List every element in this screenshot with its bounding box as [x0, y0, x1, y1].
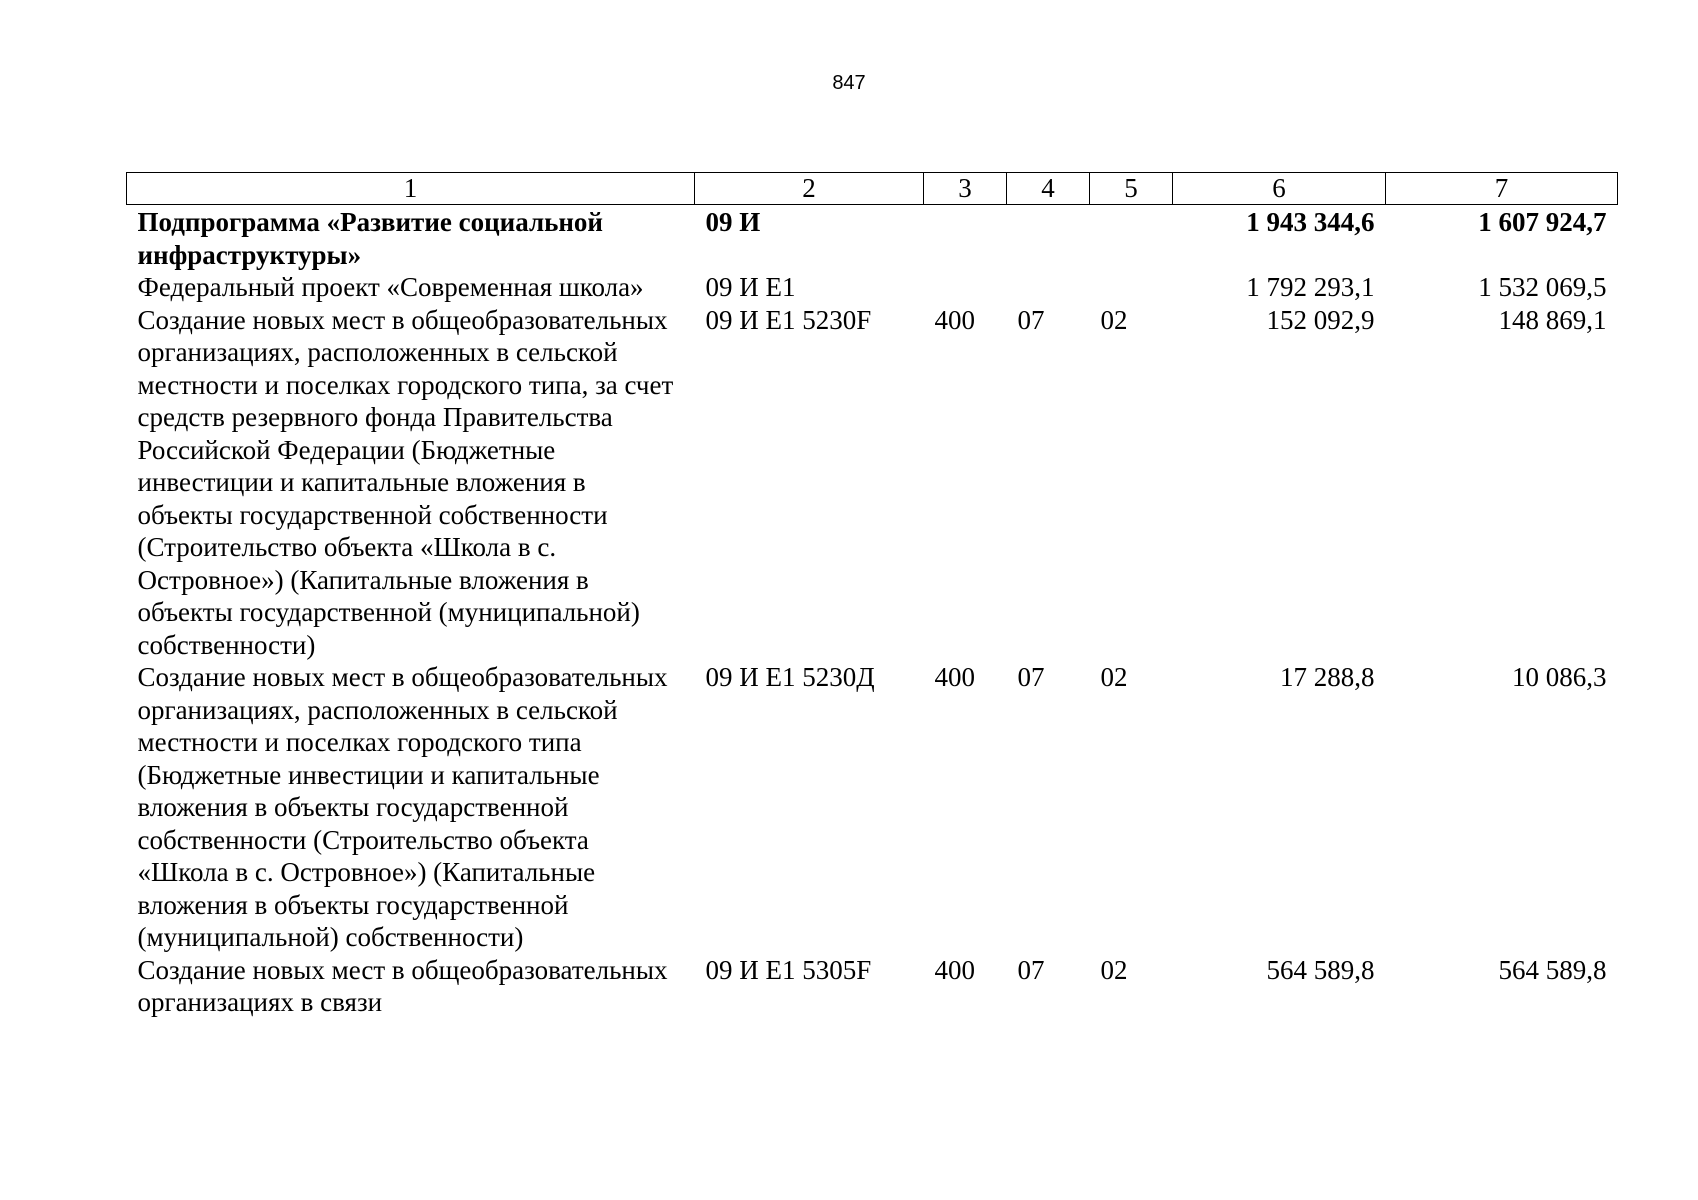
column-header: 6: [1173, 173, 1386, 205]
row-c3: [924, 271, 1007, 304]
row-value-6: 564 589,8: [1266, 954, 1375, 985]
row-value-7: 10 086,3: [1512, 662, 1607, 692]
column-header: 4: [1007, 173, 1090, 205]
row-value-6: 1 943 344,6: [1246, 207, 1375, 237]
row-value-7: 564 589,8: [1498, 954, 1607, 985]
row-value-7: 1 532 069,5: [1478, 272, 1607, 302]
row-c5: 02: [1100, 304, 1128, 335]
row-code: 09 И: [705, 207, 761, 237]
row-c4: 07: [1017, 954, 1045, 985]
row-c4: [1007, 205, 1090, 272]
row-c5: [1090, 271, 1173, 304]
column-header: 7: [1386, 173, 1618, 205]
row-code: 09 И E1: [705, 272, 796, 302]
page-number: 847: [832, 72, 866, 94]
column-header: 5: [1090, 173, 1173, 205]
row-c5: 02: [1100, 662, 1128, 692]
table-row: [127, 271, 1618, 304]
row-code: 09 И E1 5230Д: [705, 662, 875, 692]
budget-table: [126, 172, 1618, 1019]
column-number-header-row: [127, 173, 1618, 205]
row-name: Создание новых мест в общеобразовательных организациях, расположенных в сельской местности и поселках городского типа, за счет средств резервного фонда Правительства Российской Федерации (Бюджетные инвестиции и капитальные вложения в объекты государственной собственности (Строительство объекта «Школа в с. Островное») (Капитальные вложения в объекты государственной (муниципальной) собственности): [137, 304, 674, 660]
row-value-7: 1 607 924,7: [1478, 207, 1607, 237]
table-row: [127, 205, 1618, 272]
row-c3: 400: [934, 304, 975, 335]
row-c4: [1007, 271, 1090, 304]
row-value-6: 17 288,8: [1280, 662, 1375, 692]
row-c5: [1090, 205, 1173, 272]
row-value-6: 152 092,9: [1266, 304, 1375, 335]
row-c3: 400: [934, 662, 975, 692]
table-row: [127, 661, 1618, 954]
column-header: 3: [924, 173, 1007, 205]
row-c3: [924, 205, 1007, 272]
table-row: [127, 954, 1618, 1019]
row-name: Федеральный проект «Современная школа»: [137, 272, 644, 302]
row-c5: 02: [1100, 954, 1128, 985]
column-header: 1: [127, 173, 695, 205]
row-code: 09 И E1 5305F: [705, 954, 872, 985]
table-row: [127, 304, 1618, 662]
row-name: Создание новых мест в общеобразовательных организациях в связи: [137, 954, 668, 1017]
row-value-7: 148 869,1: [1498, 304, 1607, 335]
row-name: Создание новых мест в общеобразовательных организациях, расположенных в сельской местности и поселках городского типа (Бюджетные инвестиции и капитальные вложения в объекты государственной собственности (Строительство объекта «Школа в с. Островное») (Капитальные вложения в объекты государственной (муниципальной) собственности): [137, 662, 668, 952]
row-code: 09 И E1 5230F: [705, 304, 872, 335]
row-name: Подпрограмма «Развитие социальной инфраструктуры»: [137, 207, 603, 270]
row-value-6: 1 792 293,1: [1246, 272, 1375, 302]
row-c4: 07: [1017, 304, 1045, 335]
row-c3: 400: [934, 954, 975, 985]
column-header: 2: [695, 173, 924, 205]
row-c4: 07: [1017, 662, 1045, 692]
